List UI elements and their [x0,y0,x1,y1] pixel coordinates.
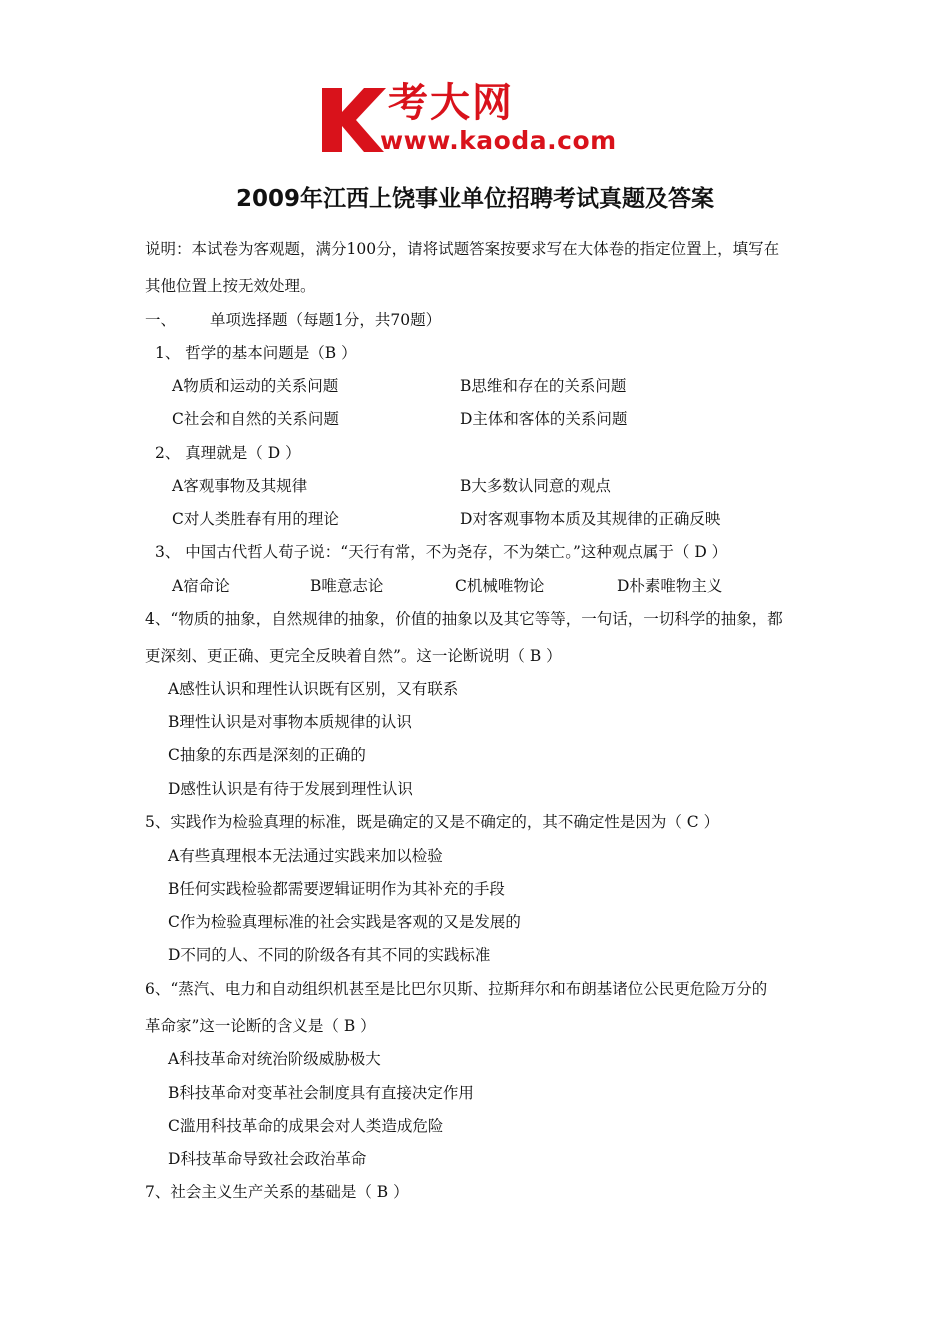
page-title: 2009年江西上饶事业单位招聘考试真题及答案 [235,186,714,212]
intro-line-1: 说明：本试卷为客观题，满分100分，请将试题答案按要求写在大体卷的指定位置上，填写在 [145,240,780,258]
question-4-option-d: D感性认识是有待于发展到理性认识 [168,780,413,798]
kaoda-logo [318,80,638,160]
section-number: 一、 [145,311,177,329]
question-3-option-a: A宿命论 [172,577,230,595]
question-3-stem: 3、 中国古代哲人荀子说：“天行有常，不为尧存，不为桀亡。”这种观点属于（ D ） [155,543,728,561]
question-6-stem-line-1: 6、“蒸汽、电力和自动组织机甚至是比巴尔贝斯、拉斯拜尔和布朗基诸位公民更危险万分的 [145,980,768,998]
question-1-option-d: D主体和客体的关系问题 [460,410,628,428]
question-2-option-a: A客观事物及其规律 [172,477,308,495]
question-4-stem-line-2: 更深刻、更正确、更完全反映着自然”。这一论断说明（ B ） [145,647,562,665]
question-6-option-c: C滥用科技革命的成果会对人类造成危险 [168,1117,444,1135]
question-5-stem: 5、实践作为检验真理的标准，既是确定的又是不确定的，其不确定性是因为（ C ） [145,813,720,831]
question-4-option-b: B理性认识是对事物本质规律的认识 [168,713,412,731]
intro-line-2: 其他位置上按无效处理。 [145,277,316,295]
section-heading: 单项选择题（每题1分，共70题） [210,311,442,329]
question-7-stem: 7、社会主义生产关系的基础是（ B ） [145,1183,409,1201]
question-6-option-a: A科技革命对统治阶级威胁极大 [168,1050,381,1068]
question-1-option-c: C社会和自然的关系问题 [172,410,339,428]
question-3-option-d: D朴素唯物主义 [617,577,723,595]
question-4-option-c: C抽象的东西是深刻的正确的 [168,746,366,764]
question-4-option-a: A感性认识和理性认识既有区别，又有联系 [168,680,459,698]
logo-brand-text: 考大网 [388,80,514,126]
logo-url-text: www.kaoda.com [380,126,617,155]
question-5-option-c: C作为检验真理标准的社会实践是客观的又是发展的 [168,913,521,931]
question-6-option-b: B科技革命对变革社会制度具有直接决定作用 [168,1084,474,1102]
question-1-option-a: A物质和运动的关系问题 [172,377,339,395]
question-2-stem: 2、 真理就是（ D ） [155,444,301,462]
question-2-option-b: B大多数认同意的观点 [460,477,611,495]
question-3-option-b: B唯意志论 [310,577,384,595]
question-3-option-c: C机械唯物论 [455,577,545,595]
question-2-option-d: D对客观事物本质及其规律的正确反映 [460,510,721,528]
question-5-option-d: D不同的人、不同的阶级各有其不同的实践标准 [168,946,491,964]
question-6-option-d: D科技革命导致社会政治革命 [168,1150,367,1168]
question-5-option-a: A有些真理根本无法通过实践来加以检验 [168,847,443,865]
question-1-option-b: B思维和存在的关系问题 [460,377,627,395]
question-2-option-c: C对人类胜春有用的理论 [172,510,339,528]
question-1-stem: 1、 哲学的基本问题是（B ） [155,344,357,362]
question-4-stem-line-1: 4、“物质的抽象，自然规律的抽象，价值的抽象以及其它等等，一句话，一切科学的抽象，都 [145,610,783,628]
question-6-stem-line-2: 革命家”这一论断的含义是（ B ） [145,1017,376,1035]
question-5-option-b: B任何实践检验都需要逻辑证明作为其补充的手段 [168,880,505,898]
